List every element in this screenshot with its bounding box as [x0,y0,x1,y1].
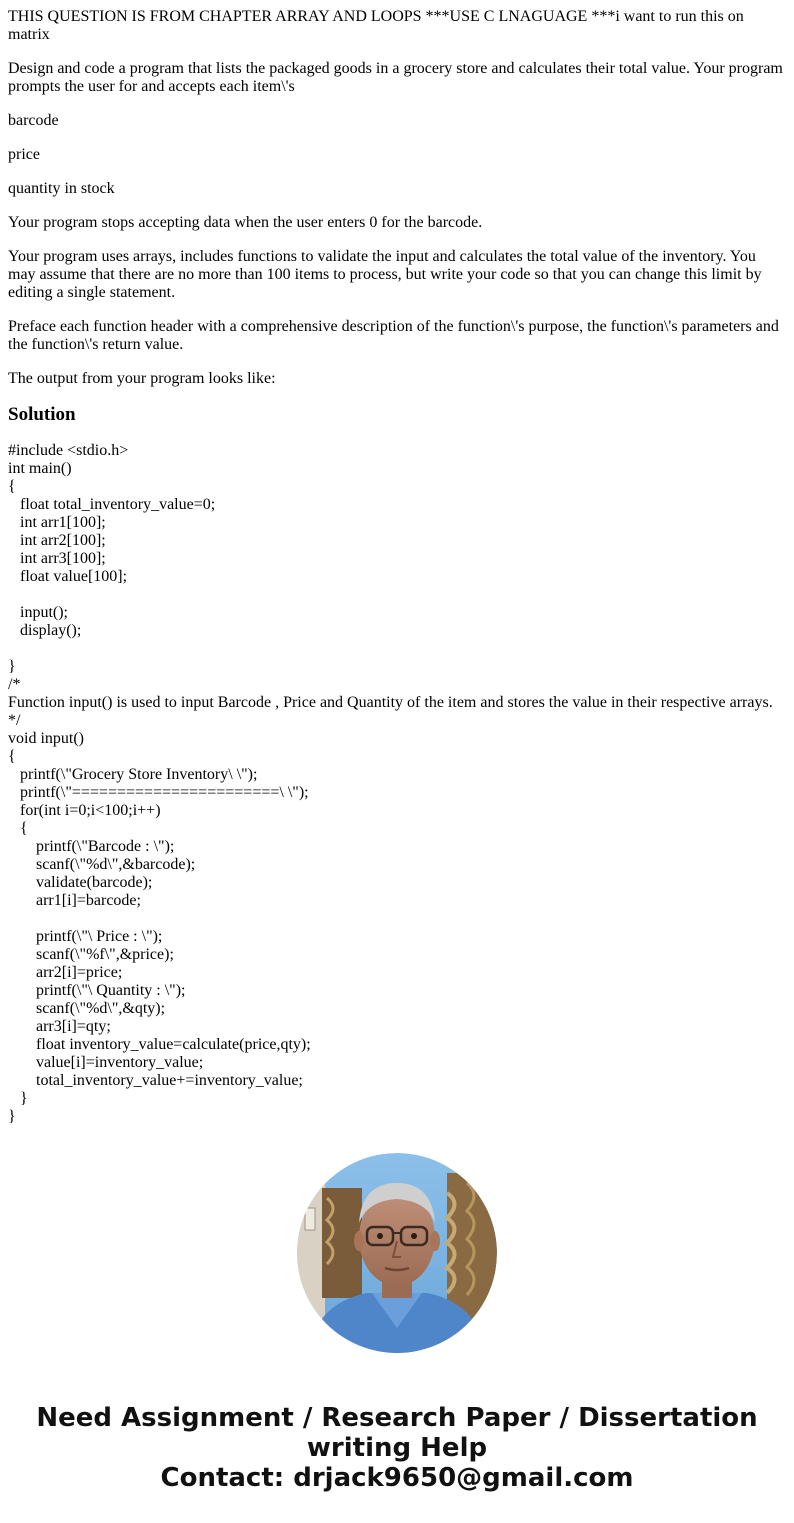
preface-rule: Preface each function header with a comprehensive description of the function\'s purpose, the function\'s parameters and the function\'s return value. [8,318,779,353]
author-photo [297,1153,497,1353]
stop-rule: Your program stops accepting data when the user enters 0 for the barcode. [8,214,483,231]
solution-heading: Solution [8,404,76,425]
code-line: validate(barcode); [8,874,153,891]
code-line: } [8,658,16,675]
question-intro: Design and code a program that lists the packaged goods in a grocery store and calculates their total value. Your program prompts the user for and accepts each item\'s [8,60,783,95]
code-line [8,640,786,658]
code-block [8,442,786,1126]
code-line: printf(\"\ Quantity : \"); [8,982,186,999]
code-line: */ [8,712,21,729]
code-line: printf(\"=======================\ \"); [8,784,309,801]
code-line: float inventory_value=calculate(price,qty); [8,1036,311,1053]
code-line: /* [8,676,21,693]
code-line: scanf(\"%f\",&price); [8,946,174,963]
code-line: int arr1[100]; [8,514,106,531]
author-photo-illustration [297,1153,497,1353]
document-body [8,8,786,1126]
arrays-rule: Your program uses arrays, includes functions to validate the input and calculates the total value of the inventory. You may assume that there are no more than 100 items to process, but write your code so that you can change this limit by editing a single statement. [8,248,762,301]
code-line: scanf(\"%d\",&barcode); [8,856,196,873]
code-line: printf(\"Grocery Store Inventory\ \"); [8,766,258,783]
code-line: { [8,820,28,837]
code-line: printf(\"\ Price : \"); [8,928,163,945]
code-line: int arr2[100]; [8,532,106,549]
code-line: int main() [8,460,72,477]
code-line: } [8,1108,16,1125]
field-barcode: barcode [8,112,59,129]
code-line: printf(\"Barcode : \"); [8,838,175,855]
code-line: #include <stdio.h> [8,442,129,459]
code-line: int arr3[100]; [8,550,106,567]
code-line: total_inventory_value+=inventory_value; [8,1072,303,1089]
question-title: THIS QUESTION IS FROM CHAPTER ARRAY AND LOOPS ***USE C LNAGUAGE ***i want to run this on matrix [8,8,744,43]
field-price: price [8,146,40,163]
footer-line-3: Contact: drjack9650@gmail.com [160,1463,634,1493]
output-note: The output from your program looks like: [8,370,276,387]
code-line: value[i]=inventory_value; [8,1054,204,1071]
code-line: input(); [8,604,68,621]
code-line: for(int i=0;i<100;i++) [8,802,161,819]
code-line: void input() [8,730,84,747]
footer-line-1: Need Assignment / Research Paper / Dissertation [36,1403,758,1433]
footer-line-2: writing Help [306,1433,488,1463]
code-line: { [8,748,16,765]
code-line: scanf(\"%d\",&qty); [8,1000,166,1017]
code-line: float value[100]; [8,568,128,585]
code-line [8,586,786,604]
code-line: float total_inventory_value=0; [8,496,216,513]
code-line: arr2[i]=price; [8,964,123,981]
code-line [8,910,786,928]
field-quantity: quantity in stock [8,180,115,197]
code-line: } [8,1090,28,1107]
footer-advert [0,1403,794,1493]
code-line: display(); [8,622,82,639]
code-line: Function input() is used to input Barcode , Price and Quantity of the item and stores the value in their respective arrays. [8,694,773,711]
code-line: { [8,478,16,495]
code-line: arr1[i]=barcode; [8,892,141,909]
code-line: arr3[i]=qty; [8,1018,111,1035]
